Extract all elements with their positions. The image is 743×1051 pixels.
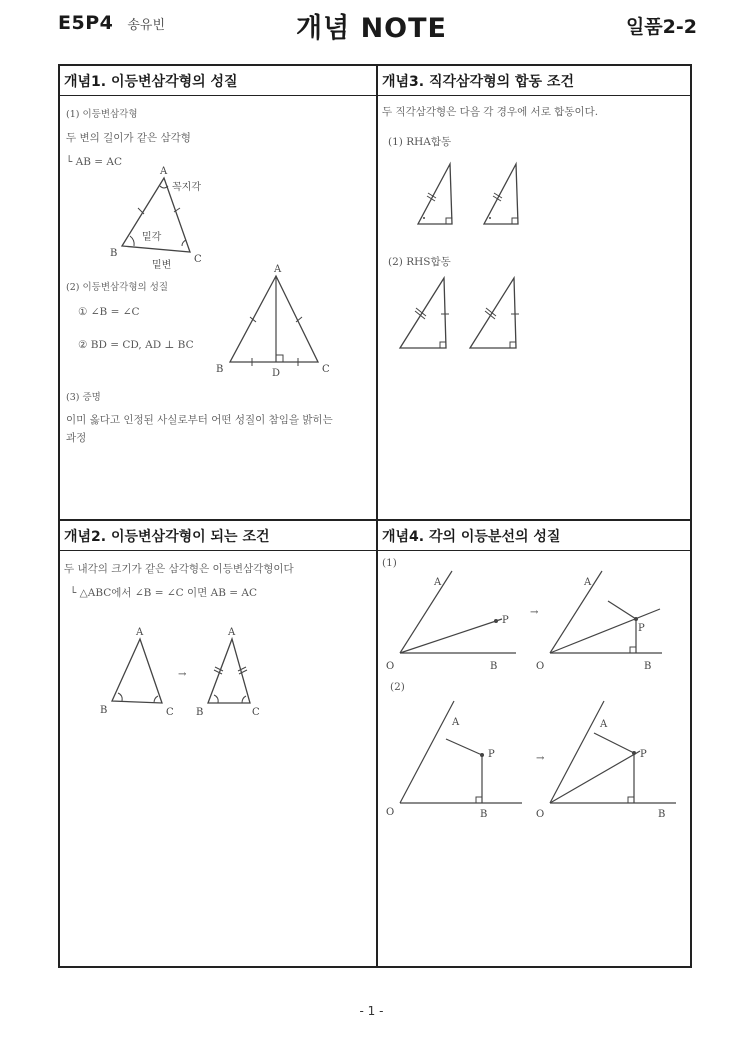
ray-oa xyxy=(550,571,602,653)
angle-dot xyxy=(423,217,425,219)
right-angle-mark xyxy=(276,355,283,362)
apex-angle-label: 꼭지각 xyxy=(172,182,201,193)
workbook-label: 일품2-2 xyxy=(625,16,697,38)
isosceles-condition-figure xyxy=(96,627,296,717)
label-c: C xyxy=(252,707,260,717)
label-b: B xyxy=(658,809,666,817)
right-triangle xyxy=(418,164,452,224)
isosceles-figure xyxy=(100,164,230,274)
isosceles-condition-eq: └ △ABC에서 ∠B = ∠C 이면 AB = AC xyxy=(70,587,258,599)
point-p xyxy=(634,617,638,621)
isosceles-condition-text: 두 내각의 크기가 같은 삼각형은 이등변삼각형이다 xyxy=(64,563,294,575)
angle-arc xyxy=(242,696,246,703)
arrow: → xyxy=(530,607,539,618)
isosceles-prop-1: ① ∠B = ∠C xyxy=(78,306,140,318)
right-triangle xyxy=(484,164,518,224)
student-name: 송유빈 xyxy=(127,18,166,33)
arrow: → xyxy=(536,753,545,764)
label-b: B xyxy=(644,661,652,672)
right-angle-mark xyxy=(512,218,518,224)
angle-arc xyxy=(118,693,122,701)
label-b: B xyxy=(110,248,118,259)
label-a: A xyxy=(228,627,236,638)
triangle-after xyxy=(208,639,250,703)
label-b: B xyxy=(490,661,498,672)
bisector-op xyxy=(400,619,502,653)
part-1-label: (1) xyxy=(382,557,397,569)
label-p: P xyxy=(502,615,509,626)
label-p: P xyxy=(640,749,647,760)
isosceles-def-eq: └ AB = AC xyxy=(66,156,123,168)
point-p xyxy=(632,751,636,755)
label-a: A xyxy=(452,717,460,728)
perpendicular-pa xyxy=(594,733,634,753)
isosceles-bisector-figure xyxy=(212,262,332,380)
ray-oa xyxy=(400,571,452,653)
right-triangle-congruence-text: 두 직각삼각형은 다음 각 경우에 서로 합동이다. xyxy=(382,106,599,118)
concept-4-panel xyxy=(378,521,692,968)
perpendicular-pa xyxy=(446,739,482,755)
label-b: B xyxy=(480,809,488,817)
isosceles-prop-label: (2) 이등변삼각형의 성질 xyxy=(66,282,169,293)
isosceles-triangle xyxy=(230,276,318,362)
label-o: O xyxy=(536,661,545,672)
label-c: C xyxy=(166,707,174,717)
label-p: P xyxy=(488,749,495,760)
angle-arc xyxy=(214,695,218,703)
arrow: → xyxy=(178,669,187,680)
concept-1-panel xyxy=(60,66,376,519)
right-angle-mark xyxy=(476,797,482,803)
label-o: O xyxy=(536,809,545,817)
tick-mark xyxy=(238,667,246,671)
concept-grid xyxy=(58,64,692,968)
rha-figure xyxy=(394,158,524,230)
ray-oa xyxy=(400,701,454,803)
right-angle-mark xyxy=(510,342,516,348)
concept-4-title: 개념4. 각의 이등분선의 성질 xyxy=(378,521,692,551)
page-number: - 1 - xyxy=(359,1004,384,1018)
rhs-label: (2) RHS합동 xyxy=(388,256,451,268)
isosceles-prop-2: ② BD = CD, AD ⊥ BC xyxy=(78,339,194,351)
right-angle-mark xyxy=(440,342,446,348)
proof-label: (3) 증명 xyxy=(66,392,101,403)
label-a: A xyxy=(434,577,442,588)
angle-bisector-figure-1 xyxy=(386,565,686,675)
base-angle-arc xyxy=(182,240,186,246)
right-angle-mark xyxy=(628,797,634,803)
label-c: C xyxy=(322,364,330,375)
tick-mark xyxy=(485,311,495,319)
tick-mark xyxy=(239,670,247,674)
isosceles-def-text: 두 변의 길이가 같은 삼각형 xyxy=(66,132,191,144)
proof-text-line-2: 과정 xyxy=(66,432,87,444)
label-a: A xyxy=(136,627,144,638)
label-c: C xyxy=(194,254,202,265)
page-title: 개념 NOTE xyxy=(296,13,447,44)
label-d: D xyxy=(272,368,281,379)
part-2-label: (2) xyxy=(390,681,405,693)
label-b: B xyxy=(196,707,204,717)
base-angle-label: 밑각 xyxy=(142,232,162,243)
right-angle-mark xyxy=(446,218,452,224)
concept-2-title: 개념2. 이등변삼각형이 되는 조건 xyxy=(60,521,376,551)
right-angle-mark xyxy=(630,647,636,653)
label-b: B xyxy=(216,364,224,375)
label-a: A xyxy=(160,166,168,177)
tick-mark xyxy=(415,311,425,319)
label-p: P xyxy=(638,623,645,634)
isosceles-def-label: (1) 이등변삼각형 xyxy=(66,109,138,120)
proof-text-line-1: 이미 옳다고 인정된 사실로부터 어떤 성질이 참임을 밝히는 xyxy=(66,414,333,426)
angle-dot xyxy=(489,217,491,219)
perpendicular-pa xyxy=(608,601,636,619)
label-o: O xyxy=(386,807,395,817)
concept-3-title: 개념3. 직각삼각형의 합동 조건 xyxy=(378,66,692,96)
label-a: A xyxy=(274,264,282,275)
class-code: E5P4 xyxy=(58,12,114,34)
rha-label: (1) RHA합동 xyxy=(388,136,452,148)
point-p xyxy=(480,753,484,757)
point-p xyxy=(494,619,498,623)
label-a: A xyxy=(584,577,592,588)
base-angle-arc xyxy=(130,236,134,246)
label-a: A xyxy=(600,719,608,730)
concept-1-title: 개념1. 이등변삼각형의 성질 xyxy=(60,66,376,96)
base-side-label: 밑변 xyxy=(152,260,172,271)
concept-3-panel xyxy=(378,66,692,519)
angle-arc xyxy=(154,696,158,703)
label-b: B xyxy=(100,705,108,716)
angle-bisector-figure-2 xyxy=(386,697,686,817)
concept-2-panel xyxy=(60,521,376,968)
rhs-figure xyxy=(388,274,528,352)
label-o: O xyxy=(386,661,395,672)
